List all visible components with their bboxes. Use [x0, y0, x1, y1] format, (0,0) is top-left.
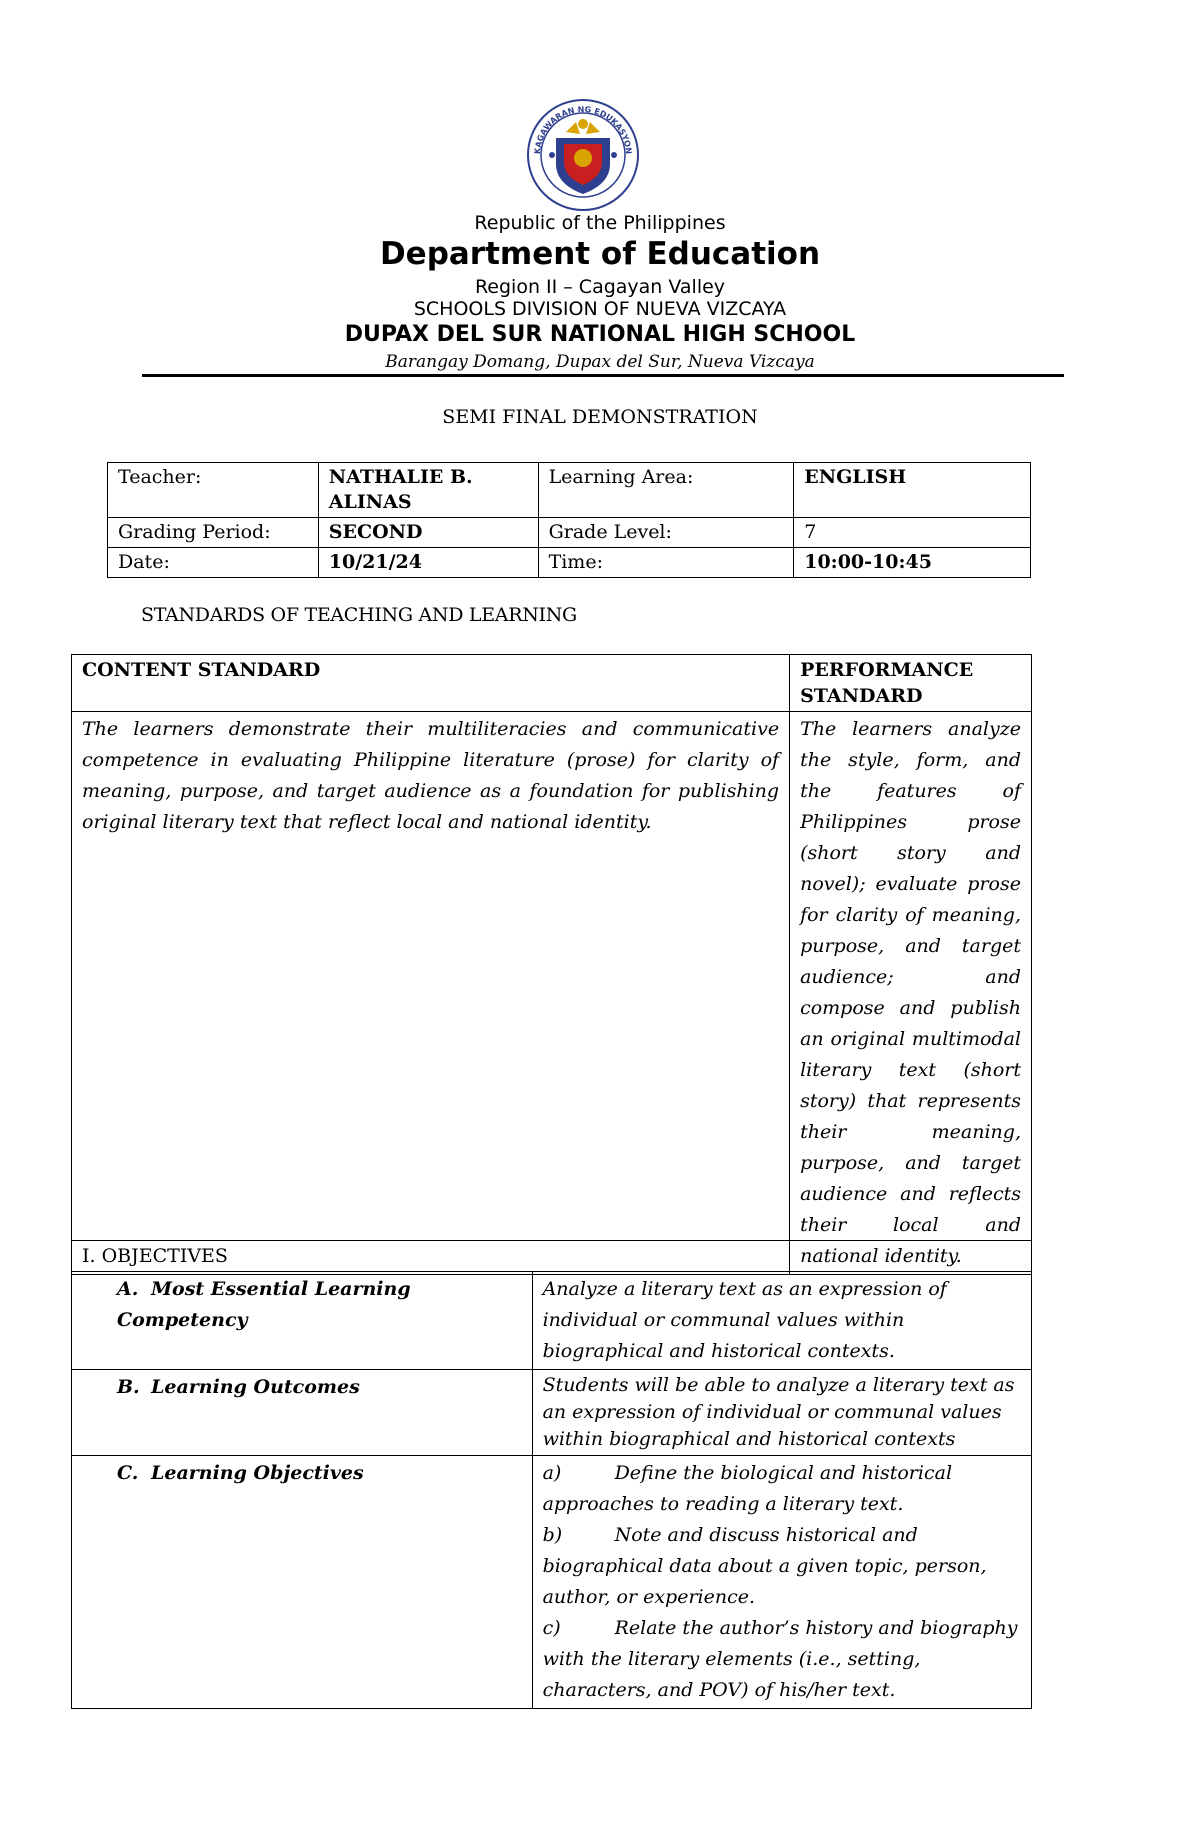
objective-marker: c) [542, 1617, 561, 1639]
teacher-label: Teacher: [108, 463, 319, 518]
learning-area-value: ENGLISH [794, 463, 1031, 518]
document-title: SEMI FINAL DEMONSTRATION [442, 406, 758, 428]
objectives-heading: I. OBJECTIVES [72, 1241, 1032, 1272]
objective-item [543, 1520, 1021, 1613]
standards-body-row [72, 712, 1032, 1275]
objective-item [543, 1613, 1021, 1706]
info-row [108, 548, 1031, 578]
republic-line: Republic of the Philippines [474, 212, 726, 234]
objective-row [72, 1456, 1032, 1709]
objectives-table [71, 1240, 1032, 1709]
grading-period-label: Grading Period: [108, 518, 319, 548]
learning-objectives-list [532, 1456, 1031, 1709]
standards-header-row [72, 655, 1032, 712]
school-address: Barangay Domang, Dupax del Sur, Nueva Vizcaya [385, 352, 815, 372]
objective-marker: b) [542, 1524, 563, 1546]
learning-area-label: Learning Area: [538, 463, 794, 518]
objective-text: Relate the author’s history and biography with the literary elements (i.e., setting, characters, and POV) of his/her text. [542, 1617, 1018, 1701]
time-label: Time: [538, 548, 794, 578]
objective-text: Define the biological and historical approaches to reading a literary text. [542, 1462, 953, 1515]
competency-letter: A. [117, 1278, 139, 1300]
teacher-value: NATHALIE B. ALINAS [318, 463, 538, 518]
objective-item [543, 1458, 1021, 1520]
performance-standard-text: The learners analyze the style, form, and the features of Philippines prose (short story and novel); evaluate prose for clarity of meaning, purpose, and target audience; and compose and publish an original multimodal literary text (short story) that represents their meaning, purpose, and target audience and reflects their local and national identity. [790, 712, 1032, 1275]
department-title: Department of Education [379, 236, 821, 272]
standards-heading: STANDARDS OF TEACHING AND LEARNING [141, 604, 577, 626]
outcomes-label [72, 1370, 533, 1456]
deped-seal-logo [526, 98, 640, 212]
content-standard-text: The learners demonstrate their multiliteracies and communicative competence in evaluating Philippine literature (prose) for clarity of meaning, purpose, and target audience as a foundation for publishing original literary text that reflect local and national identity. [72, 712, 790, 1275]
grading-period-value: SECOND [318, 518, 538, 548]
info-row [108, 518, 1031, 548]
time-value: 10:00-10:45 [794, 548, 1031, 578]
objective-text: Note and discuss historical and biographical data about a given topic, person, author, or experience. [542, 1524, 987, 1608]
header-divider [142, 374, 1064, 377]
info-row [108, 463, 1031, 518]
objective-row [72, 1370, 1032, 1456]
svg-text:KAGAWARAN NG EDUKASYON: KAGAWARAN NG EDUKASYON [532, 104, 634, 155]
learning-objectives-letter: C. [117, 1462, 139, 1484]
standards-table [71, 654, 1032, 1275]
outcomes-label-text: Learning Outcomes [151, 1376, 360, 1398]
outcomes-letter: B. [117, 1376, 140, 1398]
date-value: 10/21/24 [318, 548, 538, 578]
content-standard-header: CONTENT STANDARD [72, 655, 790, 712]
division-line: SCHOOLS DIVISION OF NUEVA VIZCAYA [413, 298, 787, 320]
learning-objectives-label [72, 1456, 533, 1709]
competency-label-text: Most Essential Learning Competency [117, 1278, 411, 1331]
performance-standard-header: PERFORMANCE STANDARD [790, 655, 1032, 712]
date-label: Date: [108, 548, 319, 578]
competency-label [72, 1272, 533, 1370]
objectives-heading-row [72, 1241, 1032, 1272]
grade-level-label: Grade Level: [538, 518, 794, 548]
outcomes-text: Students will be able to analyze a literary text as an expression of individual or communal values within biographical and historical contexts [532, 1370, 1031, 1456]
objective-row [72, 1272, 1032, 1370]
learning-objectives-label-text: Learning Objectives [151, 1462, 364, 1484]
grade-level-value: 7 [794, 518, 1031, 548]
school-name: DUPAX DEL SUR NATIONAL HIGH SCHOOL [344, 322, 856, 347]
lesson-info-table [107, 462, 1031, 578]
region-line: Region II – Cagayan Valley [474, 276, 726, 298]
competency-text: Analyze a literary text as an expression of individual or communal values within biographical and historical contexts. [532, 1272, 1031, 1370]
objective-marker: a) [542, 1462, 562, 1484]
